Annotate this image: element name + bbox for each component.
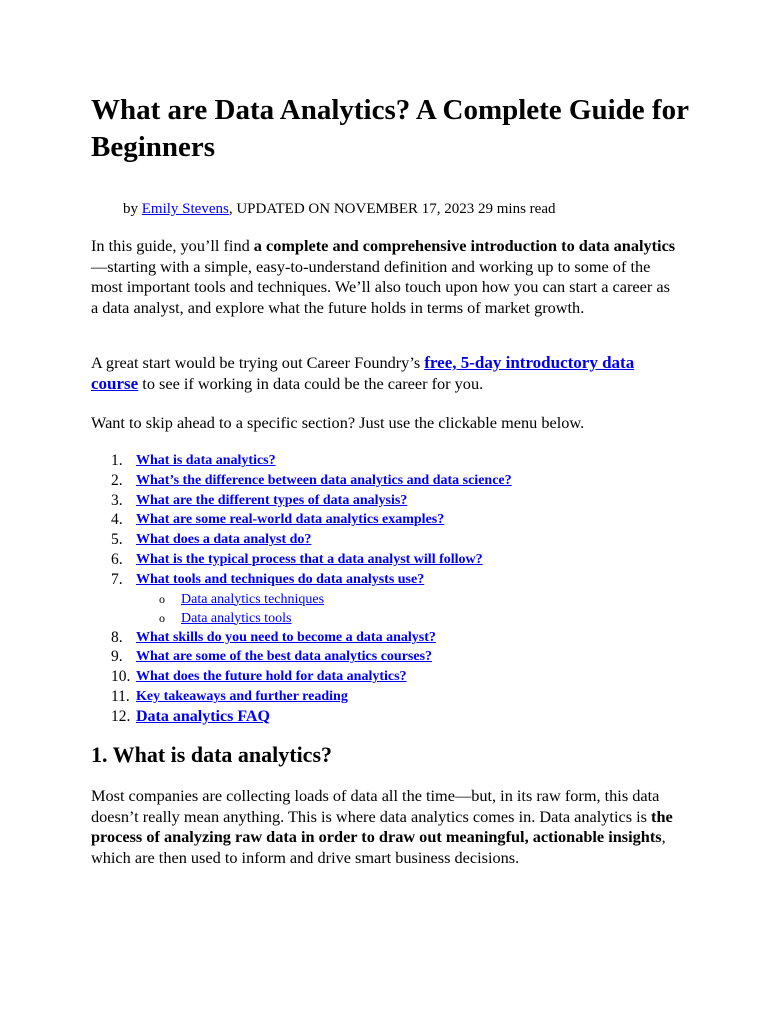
intro-start: In this guide, you’ll find [91, 236, 254, 255]
toc-number: 5. [111, 531, 123, 549]
cta-paragraph [91, 353, 681, 394]
toc-link[interactable]: What’s the difference between data analytics and data science? [136, 472, 512, 488]
intro-rest: —starting with a simple, easy-to-understand definition and working up to some of the most important tools and techniques. We’ll also touch upon how you can start a career as a data analyst, and explore what the future holds in terms of market growth. [91, 256, 670, 317]
course-link[interactable]: free, 5-day introductory data course [91, 353, 635, 393]
toc-item [91, 550, 651, 570]
toc-item [91, 491, 651, 511]
toc-link[interactable]: What skills do you need to become a data analyst? [136, 629, 436, 645]
toc-number: 7. [111, 570, 123, 588]
toc-item [91, 667, 651, 687]
toc-number: 4. [111, 511, 123, 529]
section-bold: the process of analyzing raw data in order to draw out meaningful, actionable insights [91, 806, 673, 846]
section-paragraph [91, 786, 681, 868]
toc-link[interactable]: What are some real-world data analytics examples? [136, 512, 445, 528]
author-link[interactable]: Emily Stevens [141, 201, 229, 217]
section-rest: , which are then used to inform and drive smart business decisions. [91, 827, 666, 867]
toc-number: 8. [111, 628, 123, 646]
toc-link[interactable]: What does the future hold for data analytics? [136, 669, 407, 685]
toc-link[interactable]: What are some of the best data analytics courses? [136, 649, 433, 665]
intro-bold: a complete and comprehensive introduction to data analytics [253, 236, 676, 255]
toc-item [91, 628, 651, 648]
toc-item [91, 570, 651, 590]
toc-item [91, 451, 651, 471]
toc-item [91, 687, 651, 707]
byline-prefix: by [123, 201, 138, 217]
toc-subitem [91, 590, 651, 609]
bullet-icon: o [159, 610, 165, 625]
article-title: What are Data Analytics? A Complete Guide for Beginners [91, 94, 689, 163]
toc-link[interactable]: What are the different types of data analysis? [136, 492, 408, 508]
table-of-contents [91, 451, 651, 727]
cta-rest: to see if working in data could be the career for you. [138, 373, 484, 393]
toc-number: 2. [111, 471, 123, 489]
cta-start: A great start would be trying out Career Foundry’s [91, 353, 425, 372]
toc-link[interactable]: What does a data analyst do? [136, 532, 312, 548]
toc-sublink[interactable]: Data analytics techniques [181, 591, 325, 607]
toc-link[interactable]: What is the typical process that a data analyst will follow? [136, 551, 483, 567]
toc-item [91, 471, 651, 491]
toc-item [91, 510, 651, 530]
toc-link[interactable]: Key takeaways and further reading [136, 688, 348, 704]
skip-paragraph: Want to skip ahead to a specific section? Just use the clickable menu below. [91, 413, 585, 432]
section-heading: 1. What is data analytics? [91, 742, 333, 767]
toc-item [91, 647, 651, 667]
toc-link[interactable]: What is data analytics? [136, 453, 276, 468]
toc-number: 12. [111, 707, 131, 725]
toc-item [91, 707, 651, 727]
toc-number: 6. [111, 550, 123, 568]
intro-paragraph [91, 236, 681, 318]
toc-number: 10. [111, 668, 131, 686]
toc-item [91, 530, 651, 550]
section-start: Most companies are collecting loads of data all the time—but, in its raw form, this data doesn’t really mean anything. This is where data analytics comes in. Data analytics is [91, 786, 660, 826]
toc-number: 11. [111, 687, 130, 705]
toc-link[interactable]: What tools and techniques do data analysts use? [136, 571, 425, 587]
byline-updated: , UPDATED ON NOVEMBER 17, 2023 29 mins read [228, 201, 556, 217]
bullet-icon: o [159, 591, 165, 606]
toc-number: 9. [111, 648, 123, 666]
byline [123, 200, 555, 218]
toc-number: 1. [111, 452, 123, 469]
toc-subitem [91, 609, 651, 628]
toc-link[interactable]: Data analytics FAQ [136, 707, 270, 725]
toc-number: 3. [111, 491, 123, 509]
toc-sublink[interactable]: Data analytics tools [181, 610, 292, 626]
